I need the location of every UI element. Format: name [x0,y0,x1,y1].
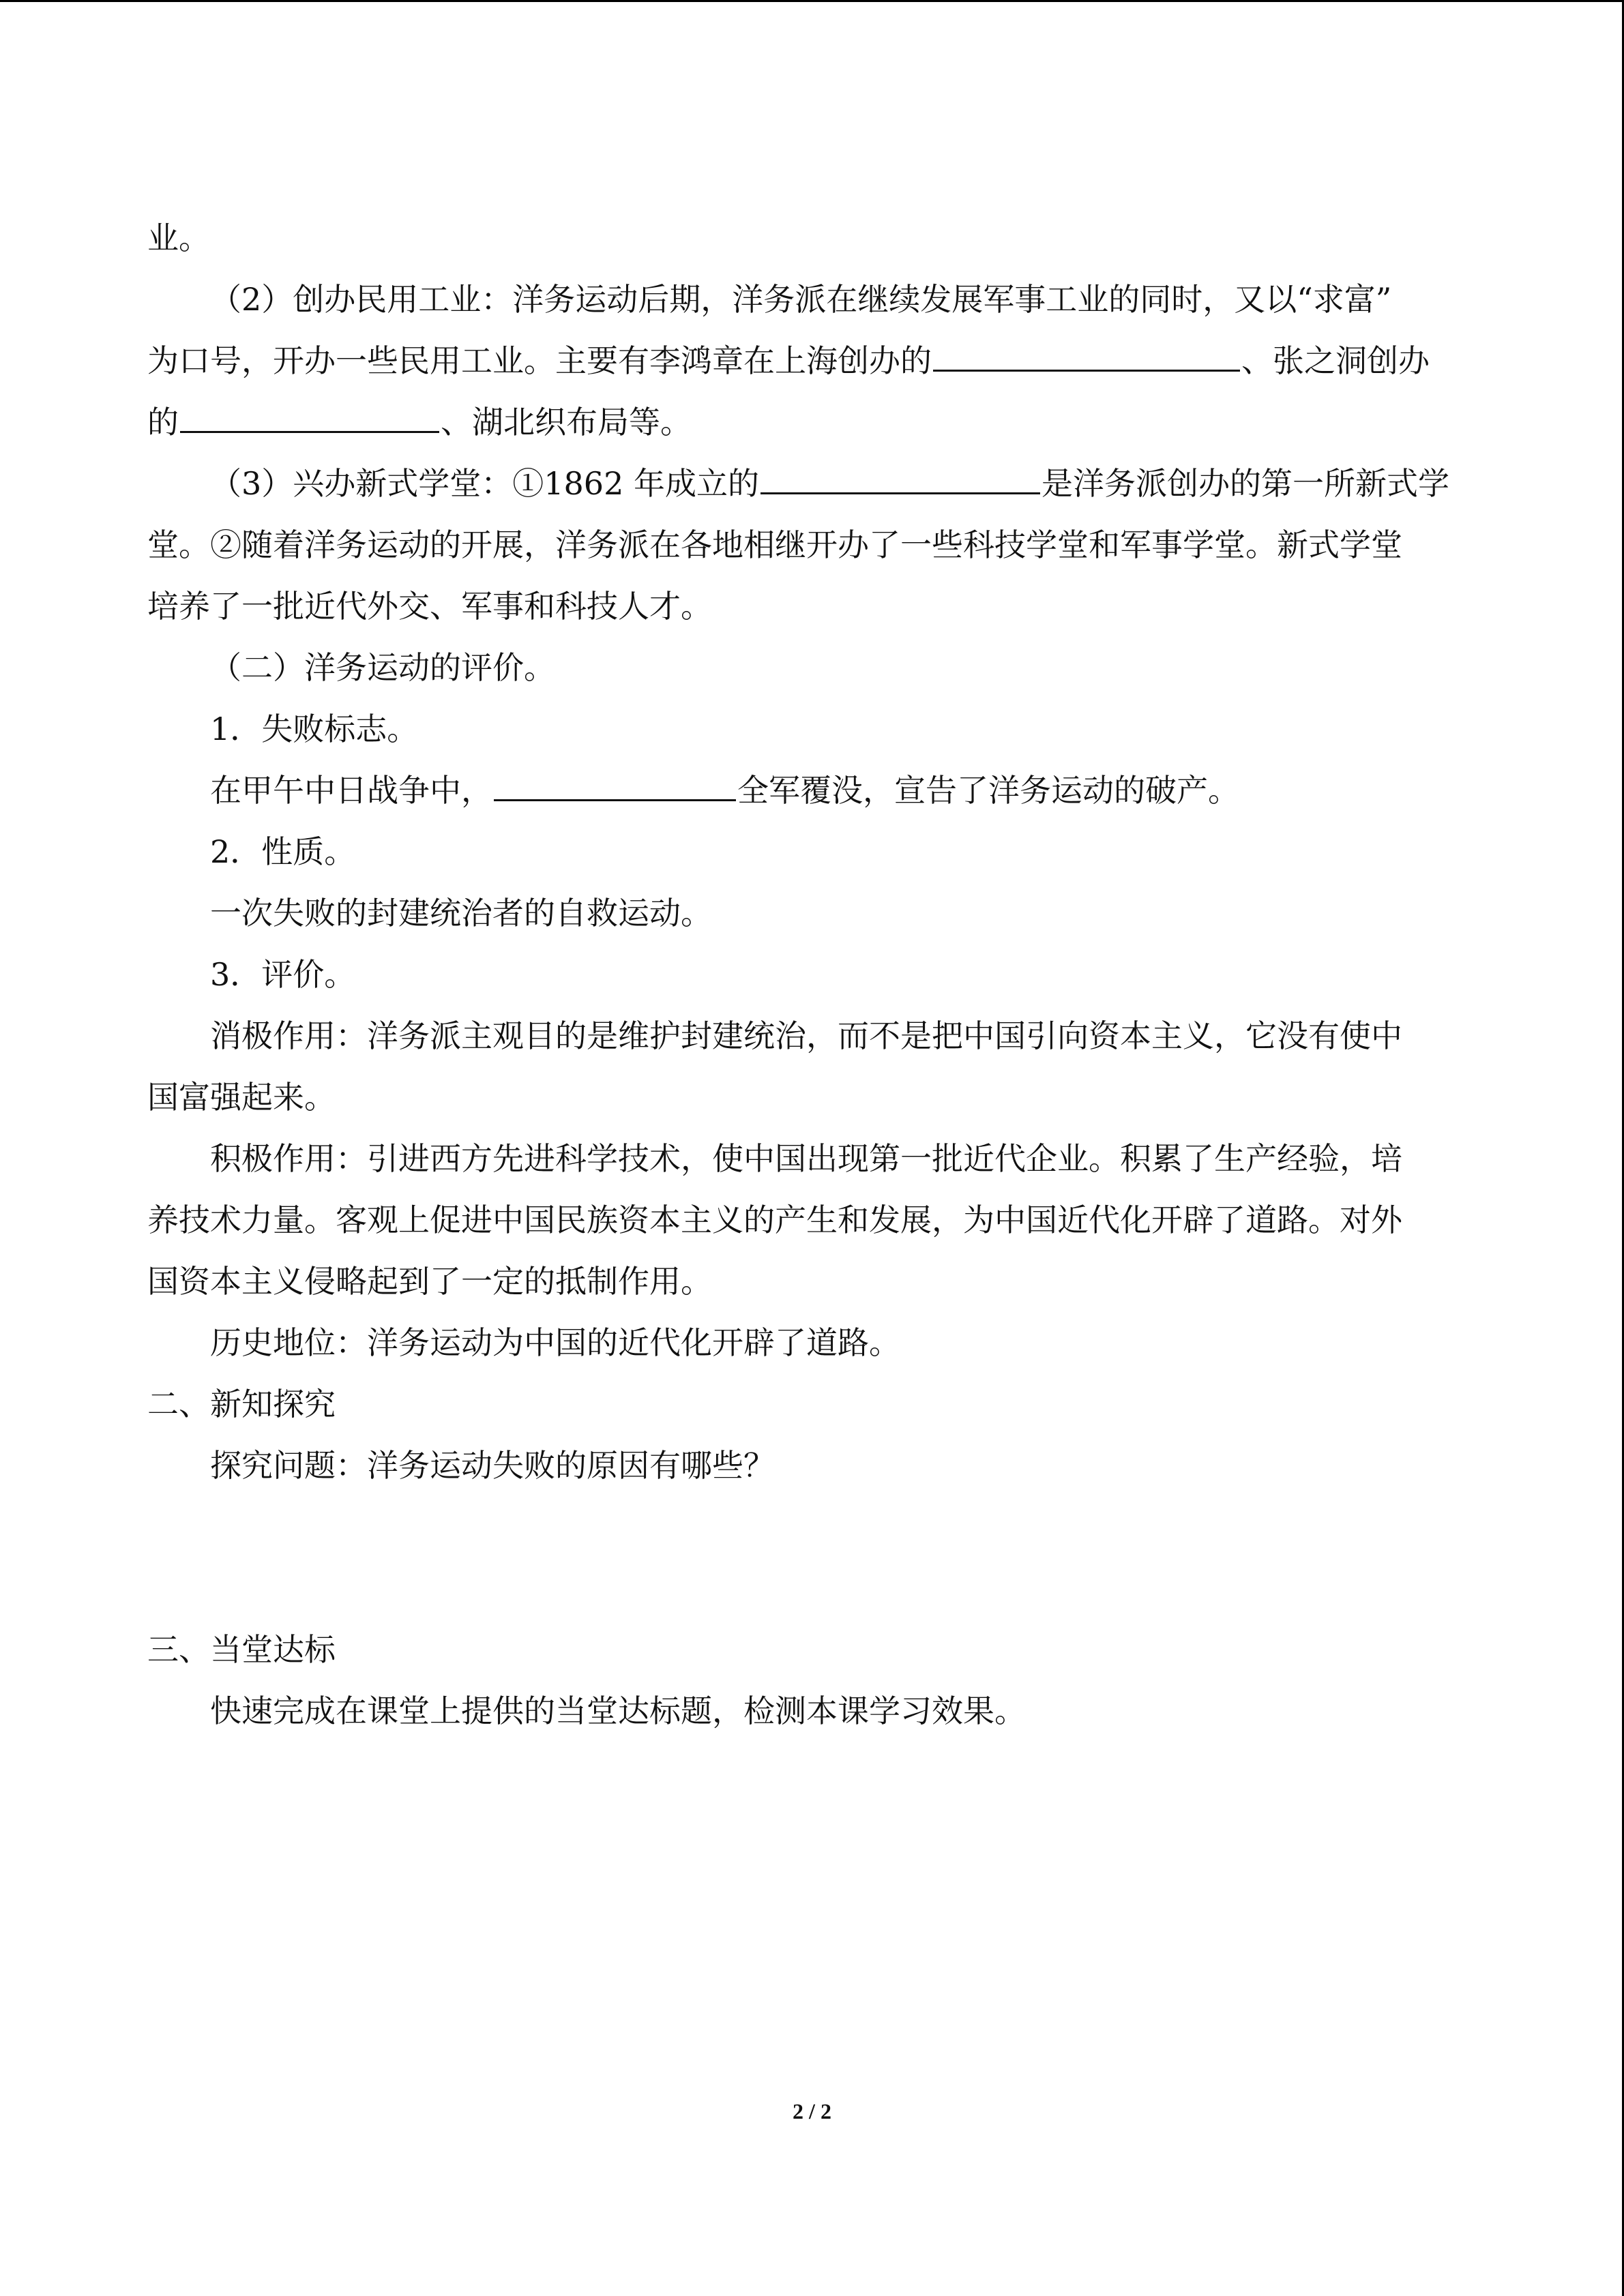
text-line: 养技术力量。客观上促进中国民族资本主义的产生和发展，为中国近代化开辟了道路。对外 [147,1202,1402,1238]
text-line: 一次失败的封建统治者的自救运动。 [210,895,712,931]
fill-blank[interactable] [761,454,1040,494]
text-line: 快速完成在课堂上提供的当堂达标题，检测本课学习效果。 [210,1693,1026,1729]
fill-blank[interactable] [180,393,439,433]
text-line: 的 、湖北织布局等。 [147,391,1464,453]
text-line: 积极作用：引进西方先进科学技术，使中国出现第一批近代企业。积累了生产经验，培 [210,1140,1402,1177]
section-heading: （二）洋务运动的评价。 [210,649,555,686]
text-line: 国资本主义侵略起到了一定的抵制作用。 [147,1263,712,1300]
page-number: 2 / 2 [793,2099,831,2123]
text-line: 为口号，开办一些民用工业。主要有李鸿章在上海创办的 、张之洞创办 [147,330,1464,391]
fill-blank[interactable] [494,761,736,801]
text-line: 业。 [147,220,210,256]
subheading: 2．性质。 [210,833,356,870]
text-line: 消极作用：洋务派主观目的是维护封建统治，而不是把中国引向资本主义，它没有使中 [210,1017,1402,1054]
text-line: 探究问题：洋务运动失败的原因有哪些？ [210,1447,775,1484]
fill-blank[interactable] [933,331,1240,372]
text-line: 历史地位：洋务运动为中国的近代化开辟了道路。 [210,1324,900,1361]
subheading: 3．评价。 [210,956,356,993]
text-line: 堂。②随着洋务运动的开展，洋务派在各地相继开办了一些科技学堂和军事学堂。新式学堂 [147,526,1402,563]
section-heading: 二、新知探究 [147,1386,336,1422]
text-line: 国富强起来。 [147,1079,336,1116]
subheading: 1．失败标志。 [210,711,419,747]
document-body [147,207,1464,1742]
text-line: （2）创办民用工业：洋务运动后期，洋务派在继续发展军事工业的同时，又以“求富” [210,281,1392,318]
section-heading: 三、当堂达标 [147,1631,336,1668]
answer-space [147,1496,1464,1619]
text-line: （3）兴办新式学堂：①1862 年成立的 是洋务派创办的第一所新式学 [147,453,1464,514]
text-line: 在甲午中日战争中， 全军覆没，宣告了洋务运动的破产。 [147,760,1464,821]
text-line: 培养了一批近代外交、军事和科技人才。 [147,588,712,625]
